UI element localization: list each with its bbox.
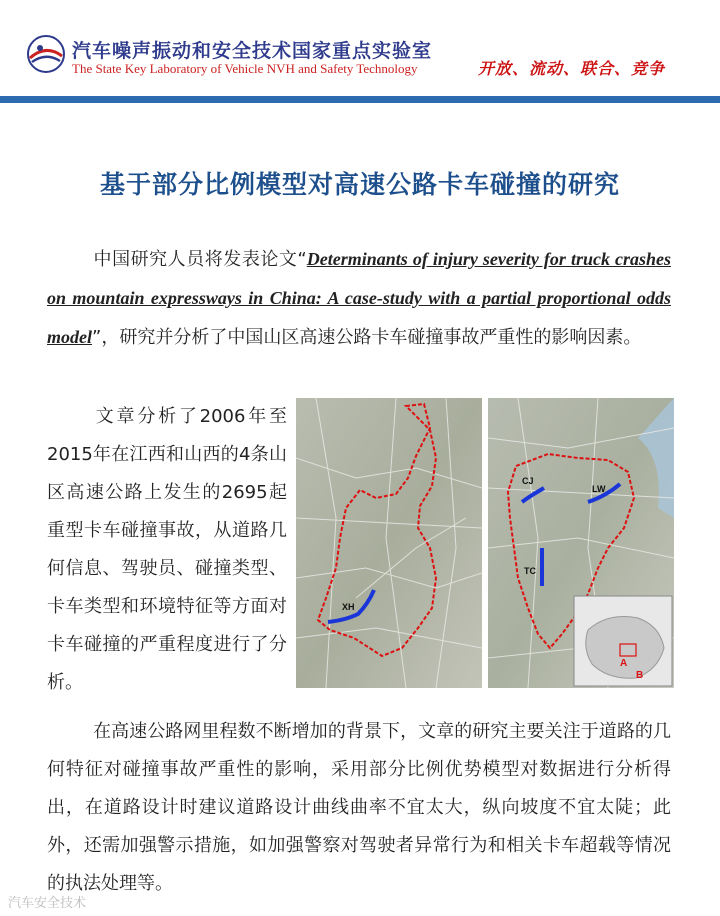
route-label-xh: XH: [342, 602, 355, 612]
paper-citation-link[interactable]: Determinants of injury severity for truck crashes on mountain expressways in China: A case-study with a partial proportional odds model: [47, 249, 671, 347]
inset-label-b: B: [636, 670, 644, 681]
lab-name-cn: 汽车噪声振动和安全技术国家重点实验室: [72, 40, 433, 62]
china-inset-map: [574, 596, 672, 686]
header-rule: [0, 96, 720, 103]
paragraph-3: [47, 713, 671, 903]
paragraph-1-lead: 中国研究人员将发表论文“: [93, 249, 307, 270]
route-label-tc: TC: [524, 566, 536, 576]
route-label-lw: LW: [592, 484, 606, 494]
paragraph-3-text: 在高速公路网里程数不断增加的背景下，文章的研究主要关注于道路的几何特征对碰撞事故严重性的影响，采用部分比例优势模型对数据进行分析得出，在道路设计时建议道路设计曲线曲率不宜太大，纵向坡度不宜太陡；此外，还需加强警示措施，如加强警察对驾驶者异常行为和相关卡车超载等情况的执法处理等。: [47, 721, 671, 894]
jiangxi-map-image: [488, 398, 674, 688]
shanxi-map-image: [296, 398, 482, 688]
paragraph-2-text: 文章分析了2006年至2015年在江西和山西的4条山区高速公路上发生的2695起重型卡车碰撞事故，从道路几何信息、驾驶员、碰撞类型、卡车类型和环境特征等方面对卡车碰撞的严重程度进行了分析。: [47, 406, 287, 693]
paragraph-1: [47, 240, 671, 357]
paragraph-1-tail: ”，研究并分析了中国山区高速公路卡车碰撞事故严重性的影响因素。: [92, 327, 642, 348]
article-title: 基于部分比例模型对高速公路卡车碰撞的研究: [99, 170, 620, 199]
lab-name-en: The State Key Laboratory of Vehicle NVH and Safety Technology: [72, 61, 418, 76]
lab-logo-icon: [26, 34, 66, 74]
watermark: 汽车安全技术: [8, 896, 87, 911]
inset-label-a: A: [620, 658, 628, 669]
route-label-cj: CJ: [522, 476, 534, 486]
paragraph-2: [47, 398, 287, 702]
header: [0, 0, 720, 104]
lab-motto: 开放、流动、联合、竞争: [478, 59, 666, 78]
